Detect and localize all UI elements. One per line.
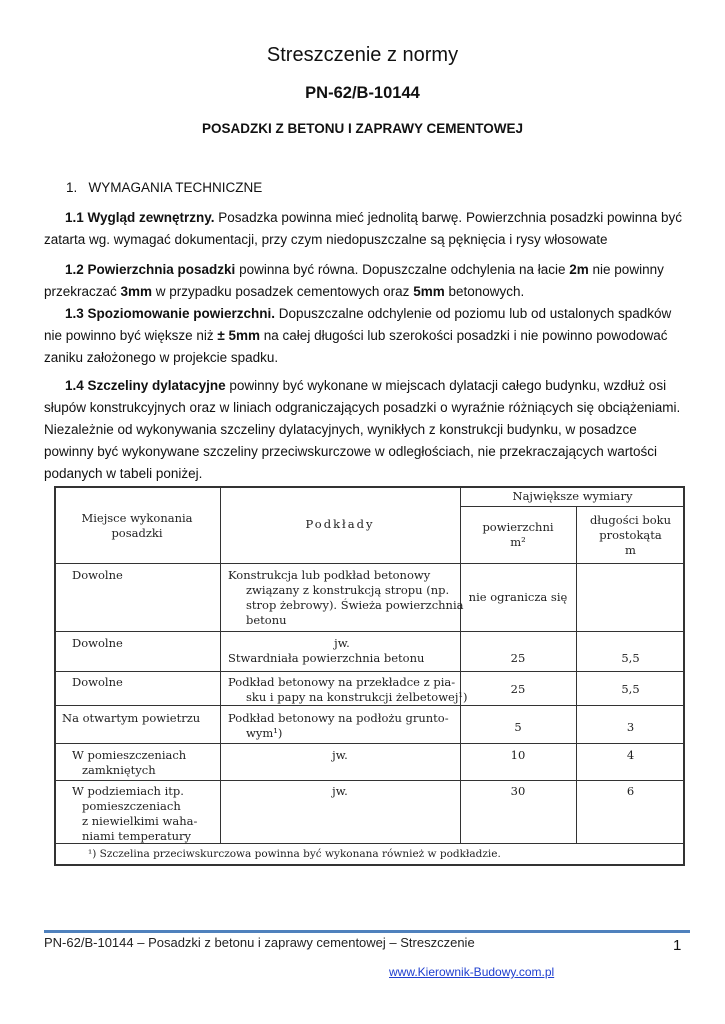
row-place-line: W pomieszczeniach [72, 748, 187, 762]
paragraph-1-2-value-concrete: 5mm [413, 284, 445, 299]
paragraph-1-3-text-b: na całej długości lub szerokości posadzki i nie powinno powodować zaniku założonego w projekcie spadku. [44, 328, 668, 365]
row-base-line: betonu [246, 613, 287, 627]
row-base [228, 675, 468, 705]
header-surface-line: m² [510, 535, 526, 549]
row-base: jw. [332, 748, 348, 762]
table-row-divider [54, 705, 685, 706]
row-place-line: W podziemiach itp. [72, 784, 184, 798]
row-base-line: Podkład betonowy na przekładce z pia- [228, 675, 456, 689]
row-side: 5,5 [621, 651, 640, 665]
paragraph-1-3-text-a: Dopuszczalne odchylenie od poziomu lub od ustalonych spadków nie powinno być większe niż [44, 306, 672, 343]
row-base [228, 711, 449, 741]
row-place: Dowolne [72, 675, 123, 689]
row-side: 5,5 [621, 682, 640, 696]
paragraph-1-1 [44, 207, 684, 251]
header-side [576, 513, 685, 558]
section-title: WYMAGANIA TECHNICZNE [88, 180, 263, 195]
paragraph-1-3-value: ± 5mm [217, 328, 261, 343]
header-place [54, 511, 220, 541]
header-side-line: m [625, 543, 636, 557]
row-surface: nie ogranicza się [468, 590, 568, 604]
row-side: 3 [626, 720, 635, 734]
footer-divider [44, 930, 690, 933]
table-row-divider [460, 506, 685, 507]
row-surface: 30 [510, 784, 526, 798]
row-side: 6 [626, 784, 635, 798]
row-base-line: Konstrukcja lub podkład betonowy [228, 568, 431, 582]
paragraph-1-2-text-d: betonowych. [444, 284, 525, 299]
document-subtitle: POSADZKI Z BETONU I ZAPRAWY CEMENTOWEJ [201, 121, 524, 136]
row-place-line: z niewielkimi waha- [82, 814, 198, 828]
table-row-divider [54, 563, 685, 564]
row-base [228, 636, 456, 666]
row-base-line: sku i papy na konstrukcji żelbetowej¹) [246, 690, 468, 704]
header-place-line: posadzki [111, 526, 163, 540]
paragraph-1-3 [44, 303, 684, 369]
row-place-line: zamkniętych [82, 763, 156, 777]
header-place-line: Miejsce wykonania [81, 511, 193, 525]
header-side-line: prostokąta [599, 528, 662, 542]
table-row-divider [54, 780, 685, 781]
paragraph-1-1-heading: 1.1 Wygląd zewnętrzny. [65, 210, 215, 225]
row-surface: 5 [514, 720, 522, 734]
table-row-divider [54, 631, 685, 632]
row-base [228, 568, 463, 628]
header-surface-line: powierzchni [482, 520, 554, 534]
table-row-divider [54, 743, 685, 744]
row-base-line: Stwardniała powierzchnia betonu [228, 651, 425, 665]
header-side-line: długości boku [589, 513, 672, 527]
paragraph-1-2-text-a: powinna być równa. Dopuszczalne odchylenia na łacie [235, 262, 570, 277]
row-place [72, 748, 186, 778]
paragraph-1-4-text: powinny być wykonane w miejscach dylatacji całego budynku, wzdłuż osi słupów konstrukcyjnych oraz w liniach odgraniczających posadzki o wyraźnie różniących się obciążeniami. Niezależnie od wykonywania szczeliny dylatacyjnych, wynikłych z konstrukcji budynku, w posadzce powinny być wykonywane szczeliny przeciwskurczowe w odległościach, nie przekraczających wartości podanych w tabeli poniżej. [44, 378, 681, 481]
row-base-line: Podkład betonowy na podłożu grunto- [228, 711, 449, 725]
page-number: 1 [673, 937, 682, 954]
paragraph-1-2-text-c: w przypadku posadzek cementowych oraz [152, 284, 414, 299]
table-footnote: ¹) Szczelina przeciwskurczowa powinna być wykonana również w podkładzie. [88, 848, 501, 860]
header-surface [460, 520, 576, 550]
row-place [72, 784, 197, 844]
website-link[interactable]: www.Kierownik-Budowy.com.pl [389, 965, 555, 979]
paragraph-1-2 [44, 259, 684, 303]
paragraph-1-2-text-b: nie powinny przekraczać [44, 262, 664, 299]
paragraph-1-2-value-lath: 2m [569, 262, 589, 277]
row-place: Na otwartym powietrzu [62, 711, 201, 725]
row-place-line: niami temperatury [82, 829, 192, 843]
section-heading [66, 180, 262, 195]
norm-number: PN-62/B-10144 [305, 84, 420, 102]
row-base: jw. [332, 784, 348, 798]
row-base-line: jw. [334, 636, 350, 650]
row-surface: 25 [510, 651, 526, 665]
row-place: Dowolne [72, 636, 123, 650]
paragraph-1-4 [44, 375, 684, 485]
row-surface: 10 [510, 748, 526, 762]
document-title: Streszczenie z normy [266, 44, 459, 66]
row-base-line: wym¹) [246, 726, 283, 740]
row-side: 4 [626, 748, 635, 762]
paragraph-1-4-heading: 1.4 Szczeliny dylatacyjne [65, 378, 226, 393]
row-base-line: związany z konstrukcją stropu (np. [246, 583, 450, 597]
row-base-line: strop żebrowy). Świeża powierzchnia [246, 598, 464, 612]
joint-dimensions-table [54, 486, 685, 866]
paragraph-1-2-value-cement: 3mm [120, 284, 153, 299]
row-surface: 25 [510, 682, 526, 696]
row-place: Dowolne [72, 568, 123, 582]
table-row-divider [54, 671, 685, 672]
footer-text: PN-62/B-10144 – Posadzki z betonu i zaprawy cementowej – Streszczenie [44, 935, 475, 950]
section-number: 1. [66, 180, 78, 195]
header-group: Największe wymiary [512, 489, 633, 503]
row-place-line: pomieszczeniach [82, 799, 181, 813]
header-base: Podkłady [305, 517, 375, 531]
paragraph-1-3-heading: 1.3 Spoziomowanie powierzchni. [65, 306, 276, 321]
paragraph-1-2-heading: 1.2 Powierzchnia posadzki [65, 262, 236, 277]
paragraph-1-1-text: Posadzka powinna mieć jednolitą barwę. Powierzchnia posadzki powinna być zatarta wg. wymagać dokumentacji, przy czym niedopuszczalne są pęknięcia i rysy włosowate [44, 210, 683, 247]
